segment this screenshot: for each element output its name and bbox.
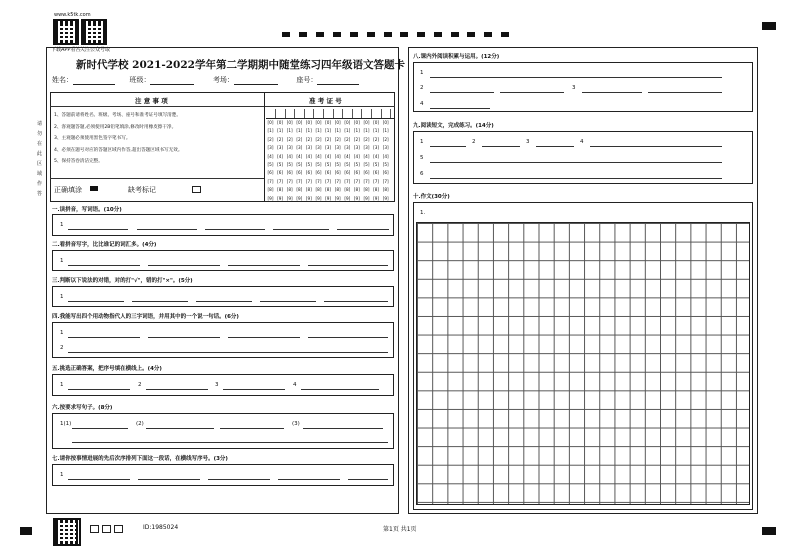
exam-id-bubble[interactable]: [6] bbox=[305, 170, 312, 176]
question-number: 2 bbox=[138, 382, 142, 388]
section-3-box bbox=[52, 286, 394, 307]
question-number: 3 bbox=[215, 382, 219, 388]
exam-id-bubble[interactable]: [7] bbox=[315, 178, 322, 184]
section-4-title: 四.我能写出四个用动物指代人的三字词语，并用其中的一个说一句话。(6分) bbox=[52, 314, 239, 320]
exam-id-bubble[interactable]: [2] bbox=[267, 136, 274, 142]
exam-id-bubble[interactable]: [6] bbox=[334, 170, 341, 176]
answer-line[interactable] bbox=[68, 301, 124, 302]
answer-line[interactable] bbox=[308, 337, 388, 338]
corner-marker-bottom-left bbox=[20, 527, 32, 535]
section-2-title: 二.看拼音写字，比比谁记的词汇多。(4分) bbox=[52, 242, 157, 248]
exam-id-bubble[interactable]: [7] bbox=[353, 178, 360, 184]
corner-marker-top-right bbox=[762, 22, 776, 30]
exam-id-bubble[interactable]: [2] bbox=[305, 136, 312, 142]
exam-id-bubble[interactable]: [9] bbox=[296, 195, 303, 201]
exam-id-bubble[interactable]: [0] bbox=[267, 120, 274, 125]
answer-line[interactable] bbox=[68, 265, 140, 266]
question-number: 5 bbox=[420, 155, 424, 161]
exam-id-bubble[interactable]: [9] bbox=[344, 195, 351, 201]
exam-id-bubble[interactable]: [8] bbox=[325, 187, 332, 193]
exam-id-bubble[interactable]: [4] bbox=[286, 153, 293, 159]
side-label: 请 bbox=[37, 121, 43, 127]
answer-line[interactable] bbox=[260, 301, 316, 302]
exam-id-entry-box[interactable] bbox=[381, 109, 391, 118]
exam-id-bubble[interactable]: [4] bbox=[305, 153, 312, 159]
exam-id-bubble[interactable]: [4] bbox=[382, 153, 389, 159]
answer-line[interactable] bbox=[348, 479, 388, 480]
question-number: 1(1) bbox=[60, 421, 72, 427]
exam-id-bubble[interactable]: [4] bbox=[373, 153, 380, 159]
exam-id-bubble[interactable]: [2] bbox=[296, 136, 303, 142]
answer-line[interactable] bbox=[146, 389, 208, 390]
exam-id-bubble[interactable]: [6] bbox=[315, 170, 322, 176]
exam-id-bubble[interactable]: [3] bbox=[315, 145, 322, 151]
qr-code-right bbox=[81, 19, 107, 45]
exam-id-bubble[interactable]: [3] bbox=[267, 145, 274, 151]
notice-divider bbox=[50, 106, 395, 107]
answer-line[interactable] bbox=[303, 428, 383, 429]
answer-line[interactable] bbox=[146, 428, 214, 429]
exam-id-bubble[interactable]: [8] bbox=[315, 187, 322, 193]
section-7-title: 七.请你按事情进展的先后次序排列下面这一段话，在横线写序号。(3分) bbox=[52, 456, 228, 462]
missing-mark-label: 缺考标记 bbox=[128, 186, 156, 194]
exam-id-bubble[interactable]: [6] bbox=[344, 170, 351, 176]
exam-id-bubble[interactable]: [4] bbox=[296, 153, 303, 159]
answer-line[interactable] bbox=[536, 146, 574, 147]
exam-id-bubble[interactable]: [3] bbox=[363, 145, 370, 151]
exam-id-bubble[interactable]: [9] bbox=[315, 195, 322, 201]
answer-line[interactable] bbox=[68, 389, 130, 390]
section-6-box bbox=[52, 413, 394, 449]
corner-marker-bottom-right bbox=[762, 527, 776, 535]
exam-id-bubble[interactable]: [8] bbox=[382, 187, 389, 193]
exam-id-bubble[interactable]: [9] bbox=[363, 195, 370, 201]
notice-list bbox=[54, 110, 182, 168]
exam-id-bubble[interactable]: [6] bbox=[296, 170, 303, 176]
answer-line[interactable] bbox=[68, 337, 140, 338]
answer-line[interactable] bbox=[228, 265, 300, 266]
exam-id-bubble[interactable]: [5] bbox=[373, 162, 380, 167]
footer-box bbox=[90, 525, 99, 533]
exam-id-entry-box[interactable] bbox=[352, 109, 362, 118]
exam-id-entry-box[interactable] bbox=[304, 109, 314, 118]
exam-id-entry-box[interactable] bbox=[343, 109, 353, 118]
exam-id-bubble[interactable]: [2] bbox=[353, 136, 360, 142]
section-5-box bbox=[52, 374, 394, 396]
exam-id-bubble[interactable]: [8] bbox=[363, 187, 370, 193]
exam-id-bubble[interactable]: [9] bbox=[325, 195, 332, 201]
exam-id-bubble[interactable]: [7] bbox=[334, 178, 341, 184]
exam-id-bubble[interactable]: [2] bbox=[286, 136, 293, 142]
exam-id-bubble[interactable]: [8] bbox=[277, 187, 284, 193]
footer-page: 第1页 共1页 bbox=[383, 526, 417, 533]
exam-id-bubble[interactable]: [2] bbox=[325, 136, 332, 142]
name-input[interactable] bbox=[73, 75, 115, 85]
answer-line[interactable] bbox=[68, 479, 130, 480]
question-number: 1 bbox=[60, 472, 64, 478]
exam-id-bubble[interactable]: [0] bbox=[334, 120, 341, 125]
exam-id-bubble[interactable]: [4] bbox=[363, 153, 370, 159]
question-number: 2 bbox=[420, 85, 424, 91]
exam-id-bubble[interactable]: [0] bbox=[305, 120, 312, 125]
exam-id-bubble[interactable]: [0] bbox=[277, 120, 284, 125]
notice-vertical-divider bbox=[264, 92, 265, 202]
exam-id-bubble[interactable]: [4] bbox=[277, 153, 284, 159]
exam-id-bubble[interactable]: [5] bbox=[344, 162, 351, 167]
exam-id-bubble[interactable]: [3] bbox=[286, 145, 293, 151]
question-number: 1 bbox=[60, 382, 64, 388]
exam-id-bubble[interactable]: [1] bbox=[344, 128, 351, 134]
exam-id-bubble[interactable]: [8] bbox=[334, 187, 341, 193]
site-url: www.k5tk.com bbox=[54, 12, 91, 18]
exam-id-bubble[interactable]: [1] bbox=[286, 128, 293, 134]
notice-item: 4、必须在题号对应的答题区域内作答,超出答题区域书写无效。 bbox=[54, 147, 183, 153]
exam-id-bubble[interactable]: [3] bbox=[277, 145, 284, 151]
answer-line[interactable] bbox=[430, 146, 466, 147]
answer-line[interactable] bbox=[500, 92, 564, 93]
answer-line[interactable] bbox=[273, 229, 329, 230]
exam-id-bubble[interactable]: [2] bbox=[382, 136, 389, 142]
class-label: 班级： bbox=[129, 76, 151, 84]
question-number: 4 bbox=[420, 101, 424, 107]
correct-fill-sample bbox=[90, 186, 98, 191]
notice-item: 2、客观题答题,必须使用2B铅笔填涂,修改时用橡皮擦干净。 bbox=[54, 124, 177, 130]
qr-code-footer bbox=[53, 518, 81, 546]
exam-id-bubble[interactable]: [4] bbox=[325, 153, 332, 159]
exam-id-bubble[interactable]: [0] bbox=[382, 120, 389, 125]
side-label: 域 bbox=[37, 171, 43, 177]
exam-id-bubble[interactable]: [3] bbox=[296, 145, 303, 151]
exam-id-entry-box[interactable] bbox=[295, 109, 305, 118]
answer-line[interactable] bbox=[148, 337, 220, 338]
exam-id-bubble[interactable]: [1] bbox=[373, 128, 380, 134]
exam-id-bubble[interactable]: [6] bbox=[325, 170, 332, 176]
exam-id-bubble[interactable]: [1] bbox=[277, 128, 284, 134]
question-number: (3) bbox=[292, 421, 300, 427]
exam-id-bubble[interactable]: [3] bbox=[373, 145, 380, 151]
exam-id-bubble[interactable]: [9] bbox=[373, 195, 380, 201]
exam-id-bubble[interactable]: [5] bbox=[325, 162, 332, 167]
side-label: 此 bbox=[37, 151, 43, 157]
question-number: 1. bbox=[420, 210, 426, 216]
answer-line[interactable] bbox=[223, 389, 285, 390]
exam-id-bubble[interactable]: [6] bbox=[277, 170, 284, 176]
answer-line[interactable] bbox=[137, 229, 197, 230]
exam-id-bubble[interactable]: [3] bbox=[305, 145, 312, 151]
exam-id-bubble[interactable]: [7] bbox=[325, 178, 332, 184]
side-label: 在 bbox=[37, 141, 43, 147]
answer-line[interactable] bbox=[301, 389, 379, 390]
exam-id-bubble[interactable]: [2] bbox=[334, 136, 341, 142]
exam-id-bubble[interactable]: [6] bbox=[267, 170, 274, 176]
question-number: 4 bbox=[293, 382, 297, 388]
room-label: 考场： bbox=[212, 76, 234, 84]
answer-line[interactable] bbox=[337, 229, 389, 230]
exam-id-bubble[interactable]: [5] bbox=[296, 162, 303, 167]
question-number: 1 bbox=[60, 330, 64, 336]
answer-line[interactable] bbox=[205, 229, 265, 230]
exam-id-bubble[interactable]: [7] bbox=[382, 178, 389, 184]
footer-box bbox=[114, 525, 123, 533]
exam-id-bubble[interactable]: [3] bbox=[334, 145, 341, 151]
qr-caption-right: 关注公众号取 bbox=[80, 47, 111, 53]
exam-id-bubble[interactable]: [6] bbox=[363, 170, 370, 176]
exam-id-bubble[interactable]: [1] bbox=[363, 128, 370, 134]
exam-id-bubble[interactable]: [5] bbox=[277, 162, 284, 167]
exam-id-bubble[interactable]: [8] bbox=[353, 187, 360, 193]
exam-id-bubble[interactable]: [8] bbox=[305, 187, 312, 193]
answer-line[interactable] bbox=[138, 479, 200, 480]
exam-id-bubble[interactable]: [8] bbox=[267, 187, 274, 193]
notice-item: 3、主观题必须使用黑色签字笔书写。 bbox=[54, 136, 131, 141]
question-number: 3 bbox=[572, 85, 576, 91]
exam-id-bubble[interactable]: [1] bbox=[267, 128, 274, 134]
name-label: 姓名： bbox=[52, 76, 73, 84]
answer-line[interactable] bbox=[72, 428, 128, 429]
answer-line[interactable] bbox=[72, 442, 388, 443]
exam-id-bubble[interactable]: [2] bbox=[363, 136, 370, 142]
exam-id-entry-box[interactable] bbox=[266, 109, 276, 118]
question-number: 2 bbox=[472, 139, 476, 145]
exam-id-bubble[interactable]: [1] bbox=[353, 128, 360, 134]
exam-id-bubble[interactable]: [1] bbox=[382, 128, 389, 134]
exam-id-bubble[interactable]: [2] bbox=[373, 136, 380, 142]
seat-label: 座号： bbox=[296, 76, 318, 84]
exam-id-bubble[interactable]: [0] bbox=[363, 120, 370, 125]
exam-id-bubble[interactable]: [2] bbox=[344, 136, 351, 142]
exam-id-heading: 准 考 证 号 bbox=[309, 97, 342, 105]
answer-line[interactable] bbox=[68, 352, 388, 353]
exam-id-bubble[interactable]: [4] bbox=[267, 153, 274, 159]
notice-item: 5、保持答卷清洁完整。 bbox=[54, 159, 103, 164]
exam-id-bubble[interactable]: [9] bbox=[286, 195, 293, 201]
exam-id-bubble[interactable]: [6] bbox=[382, 170, 389, 176]
exam-id-bubble[interactable]: [1] bbox=[296, 128, 303, 134]
exam-id-bubble[interactable]: [5] bbox=[363, 162, 370, 167]
side-label: 作 bbox=[37, 181, 43, 187]
info-fields bbox=[52, 75, 392, 85]
exam-id-bubble[interactable]: [7] bbox=[277, 178, 284, 184]
answer-line[interactable] bbox=[430, 92, 494, 93]
page-title: 新时代学校 2021-2022学年第二学期期中随堂练习四年级语文答题卡 bbox=[76, 59, 405, 71]
qr-code-left bbox=[53, 19, 79, 45]
section-6-title: 六.按要求写句子。(8分) bbox=[52, 405, 113, 411]
answer-line[interactable] bbox=[482, 146, 520, 147]
exam-id-bubble[interactable]: [0] bbox=[296, 120, 303, 125]
answer-line[interactable] bbox=[220, 428, 284, 429]
exam-id-entry-box[interactable] bbox=[324, 109, 334, 118]
exam-id-bubble[interactable]: [0] bbox=[344, 120, 351, 125]
seat-input[interactable] bbox=[317, 75, 359, 85]
section-7-box bbox=[52, 464, 394, 486]
exam-id-bubble[interactable]: [1] bbox=[325, 128, 332, 134]
exam-id-bubble[interactable]: [1] bbox=[334, 128, 341, 134]
exam-id-bubble[interactable]: [0] bbox=[373, 120, 380, 125]
question-number: 1 bbox=[60, 222, 64, 228]
question-number: 1 bbox=[420, 70, 424, 76]
missing-mark-checkbox[interactable] bbox=[192, 186, 201, 193]
answer-line[interactable] bbox=[278, 479, 340, 480]
footer-box bbox=[102, 525, 111, 533]
question-number: (2) bbox=[136, 421, 144, 427]
exam-id-bubble[interactable]: [6] bbox=[373, 170, 380, 176]
answer-line[interactable] bbox=[430, 108, 490, 109]
question-number: 1 bbox=[420, 139, 424, 145]
question-number: 1 bbox=[60, 294, 64, 300]
exam-id-bubble[interactable]: [5] bbox=[267, 162, 274, 167]
exam-id-bubble[interactable]: [4] bbox=[334, 153, 341, 159]
answer-line[interactable] bbox=[308, 265, 388, 266]
class-input[interactable] bbox=[150, 75, 194, 85]
exam-id-bubble[interactable]: [9] bbox=[353, 195, 360, 201]
exam-id-bubble[interactable]: [2] bbox=[315, 136, 322, 142]
question-number: 6 bbox=[420, 171, 424, 177]
exam-id-bubble[interactable]: [4] bbox=[353, 153, 360, 159]
section-8-title: 八.课内外阅读积累与运用。(12分) bbox=[413, 54, 500, 60]
exam-id-bubble[interactable]: [3] bbox=[325, 145, 332, 151]
answer-line[interactable] bbox=[228, 337, 300, 338]
notice-fill-divider bbox=[50, 178, 264, 179]
exam-id-entry-box[interactable] bbox=[276, 109, 286, 118]
question-number: 3 bbox=[526, 139, 530, 145]
exam-id-bubble[interactable]: [7] bbox=[286, 178, 293, 184]
exam-id-bubble[interactable]: [0] bbox=[315, 120, 322, 125]
exam-id-bubble[interactable]: [9] bbox=[334, 195, 341, 201]
exam-id-bubble[interactable]: [9] bbox=[382, 195, 389, 201]
exam-id-bubble[interactable]: [4] bbox=[344, 153, 351, 159]
exam-id-bubble[interactable]: [8] bbox=[286, 187, 293, 193]
exam-id-bubble[interactable]: [5] bbox=[286, 162, 293, 167]
answer-line[interactable] bbox=[196, 301, 252, 302]
answer-line[interactable] bbox=[132, 301, 188, 302]
answer-line[interactable] bbox=[68, 229, 128, 230]
exam-id-bubble[interactable]: [1] bbox=[305, 128, 312, 134]
exam-id-grid bbox=[266, 108, 394, 200]
qr-caption-left: 下载APP看答 bbox=[51, 47, 81, 53]
correct-fill-label: 正确填涂 bbox=[54, 186, 82, 194]
exam-id-bubble[interactable]: [7] bbox=[363, 178, 370, 184]
question-number: 2 bbox=[60, 345, 64, 351]
section-5-title: 五.挑选正确答案，把序号填在横线上。(4分) bbox=[52, 366, 162, 372]
exam-id-bubble[interactable]: [5] bbox=[334, 162, 341, 167]
exam-id-bubble[interactable]: [3] bbox=[353, 145, 360, 151]
exam-id-bubble[interactable]: [5] bbox=[382, 162, 389, 167]
answer-line[interactable] bbox=[430, 178, 722, 179]
answer-line[interactable] bbox=[648, 92, 722, 93]
room-input[interactable] bbox=[234, 75, 278, 85]
exam-id-bubble[interactable]: [3] bbox=[344, 145, 351, 151]
exam-id-bubble[interactable]: [9] bbox=[277, 195, 284, 201]
answer-line[interactable] bbox=[148, 265, 220, 266]
section-10-title: 十.作文(30分) bbox=[413, 194, 450, 200]
notice-heading: 注 意 事 项 bbox=[135, 97, 168, 105]
side-label: 答 bbox=[37, 191, 43, 197]
footer-id: ID:1985024 bbox=[143, 524, 179, 531]
section-1-box bbox=[52, 214, 394, 236]
side-label: 勿 bbox=[37, 131, 43, 137]
answer-line[interactable] bbox=[208, 479, 270, 480]
section-1-title: 一.读拼音，写词语。(10分) bbox=[52, 207, 122, 213]
section-2-box bbox=[52, 250, 394, 271]
exam-id-bubble[interactable]: [7] bbox=[305, 178, 312, 184]
answer-line[interactable] bbox=[582, 92, 642, 93]
question-number: 4 bbox=[580, 139, 584, 145]
question-number: 1 bbox=[60, 258, 64, 264]
exam-id-bubble[interactable]: [7] bbox=[267, 178, 274, 184]
exam-id-entry-box[interactable] bbox=[372, 109, 382, 118]
exam-id-bubble[interactable]: [0] bbox=[353, 120, 360, 125]
exam-id-bubble[interactable]: [7] bbox=[344, 178, 351, 184]
notice-item: 1、答题前请将姓名、班级、考场、座号和准考证号填写清楚。 bbox=[54, 113, 181, 118]
exam-id-bubble[interactable]: [5] bbox=[305, 162, 312, 167]
exam-id-entry-box[interactable] bbox=[314, 109, 324, 118]
exam-id-bubble[interactable]: [0] bbox=[325, 120, 332, 125]
answer-line[interactable] bbox=[324, 301, 388, 302]
exam-id-bubble[interactable]: [2] bbox=[277, 136, 284, 142]
exam-id-bubble[interactable]: [6] bbox=[353, 170, 360, 176]
exam-id-bubble[interactable]: [7] bbox=[373, 178, 380, 184]
exam-id-entry-box[interactable] bbox=[362, 109, 372, 118]
exam-id-entry-divider bbox=[266, 118, 394, 119]
exam-id-bubble[interactable]: [4] bbox=[315, 153, 322, 159]
exam-id-entry-box[interactable] bbox=[285, 109, 295, 118]
section-9-title: 九.阅读短文，完成练习。(14分) bbox=[413, 123, 494, 129]
answer-line[interactable] bbox=[430, 77, 722, 78]
exam-id-bubble[interactable]: [5] bbox=[315, 162, 322, 167]
section-3-title: 三.判断以下说法的对错，对的打"√"，错的打"×"。(5分) bbox=[52, 278, 193, 284]
exam-id-bubble[interactable]: [3] bbox=[382, 145, 389, 151]
exam-id-bubble[interactable]: [0] bbox=[286, 120, 293, 125]
exam-id-entry-box[interactable] bbox=[333, 109, 343, 118]
answer-line[interactable] bbox=[430, 162, 722, 163]
exam-id-bubble[interactable]: [1] bbox=[315, 128, 322, 134]
exam-id-bubble[interactable]: [6] bbox=[286, 170, 293, 176]
exam-id-bubble[interactable]: [9] bbox=[305, 195, 312, 201]
section-8-box bbox=[413, 62, 753, 112]
exam-id-bubble[interactable]: [7] bbox=[296, 178, 303, 184]
exam-id-bubble[interactable]: [8] bbox=[296, 187, 303, 193]
composition-grid[interactable] bbox=[416, 222, 750, 505]
side-label: 区 bbox=[37, 161, 43, 167]
exam-id-bubble[interactable]: [5] bbox=[353, 162, 360, 167]
answer-line[interactable] bbox=[590, 146, 722, 147]
exam-id-bubble[interactable]: [8] bbox=[344, 187, 351, 193]
exam-id-bubble[interactable]: [8] bbox=[373, 187, 380, 193]
exam-id-bubble[interactable]: [9] bbox=[267, 195, 274, 201]
